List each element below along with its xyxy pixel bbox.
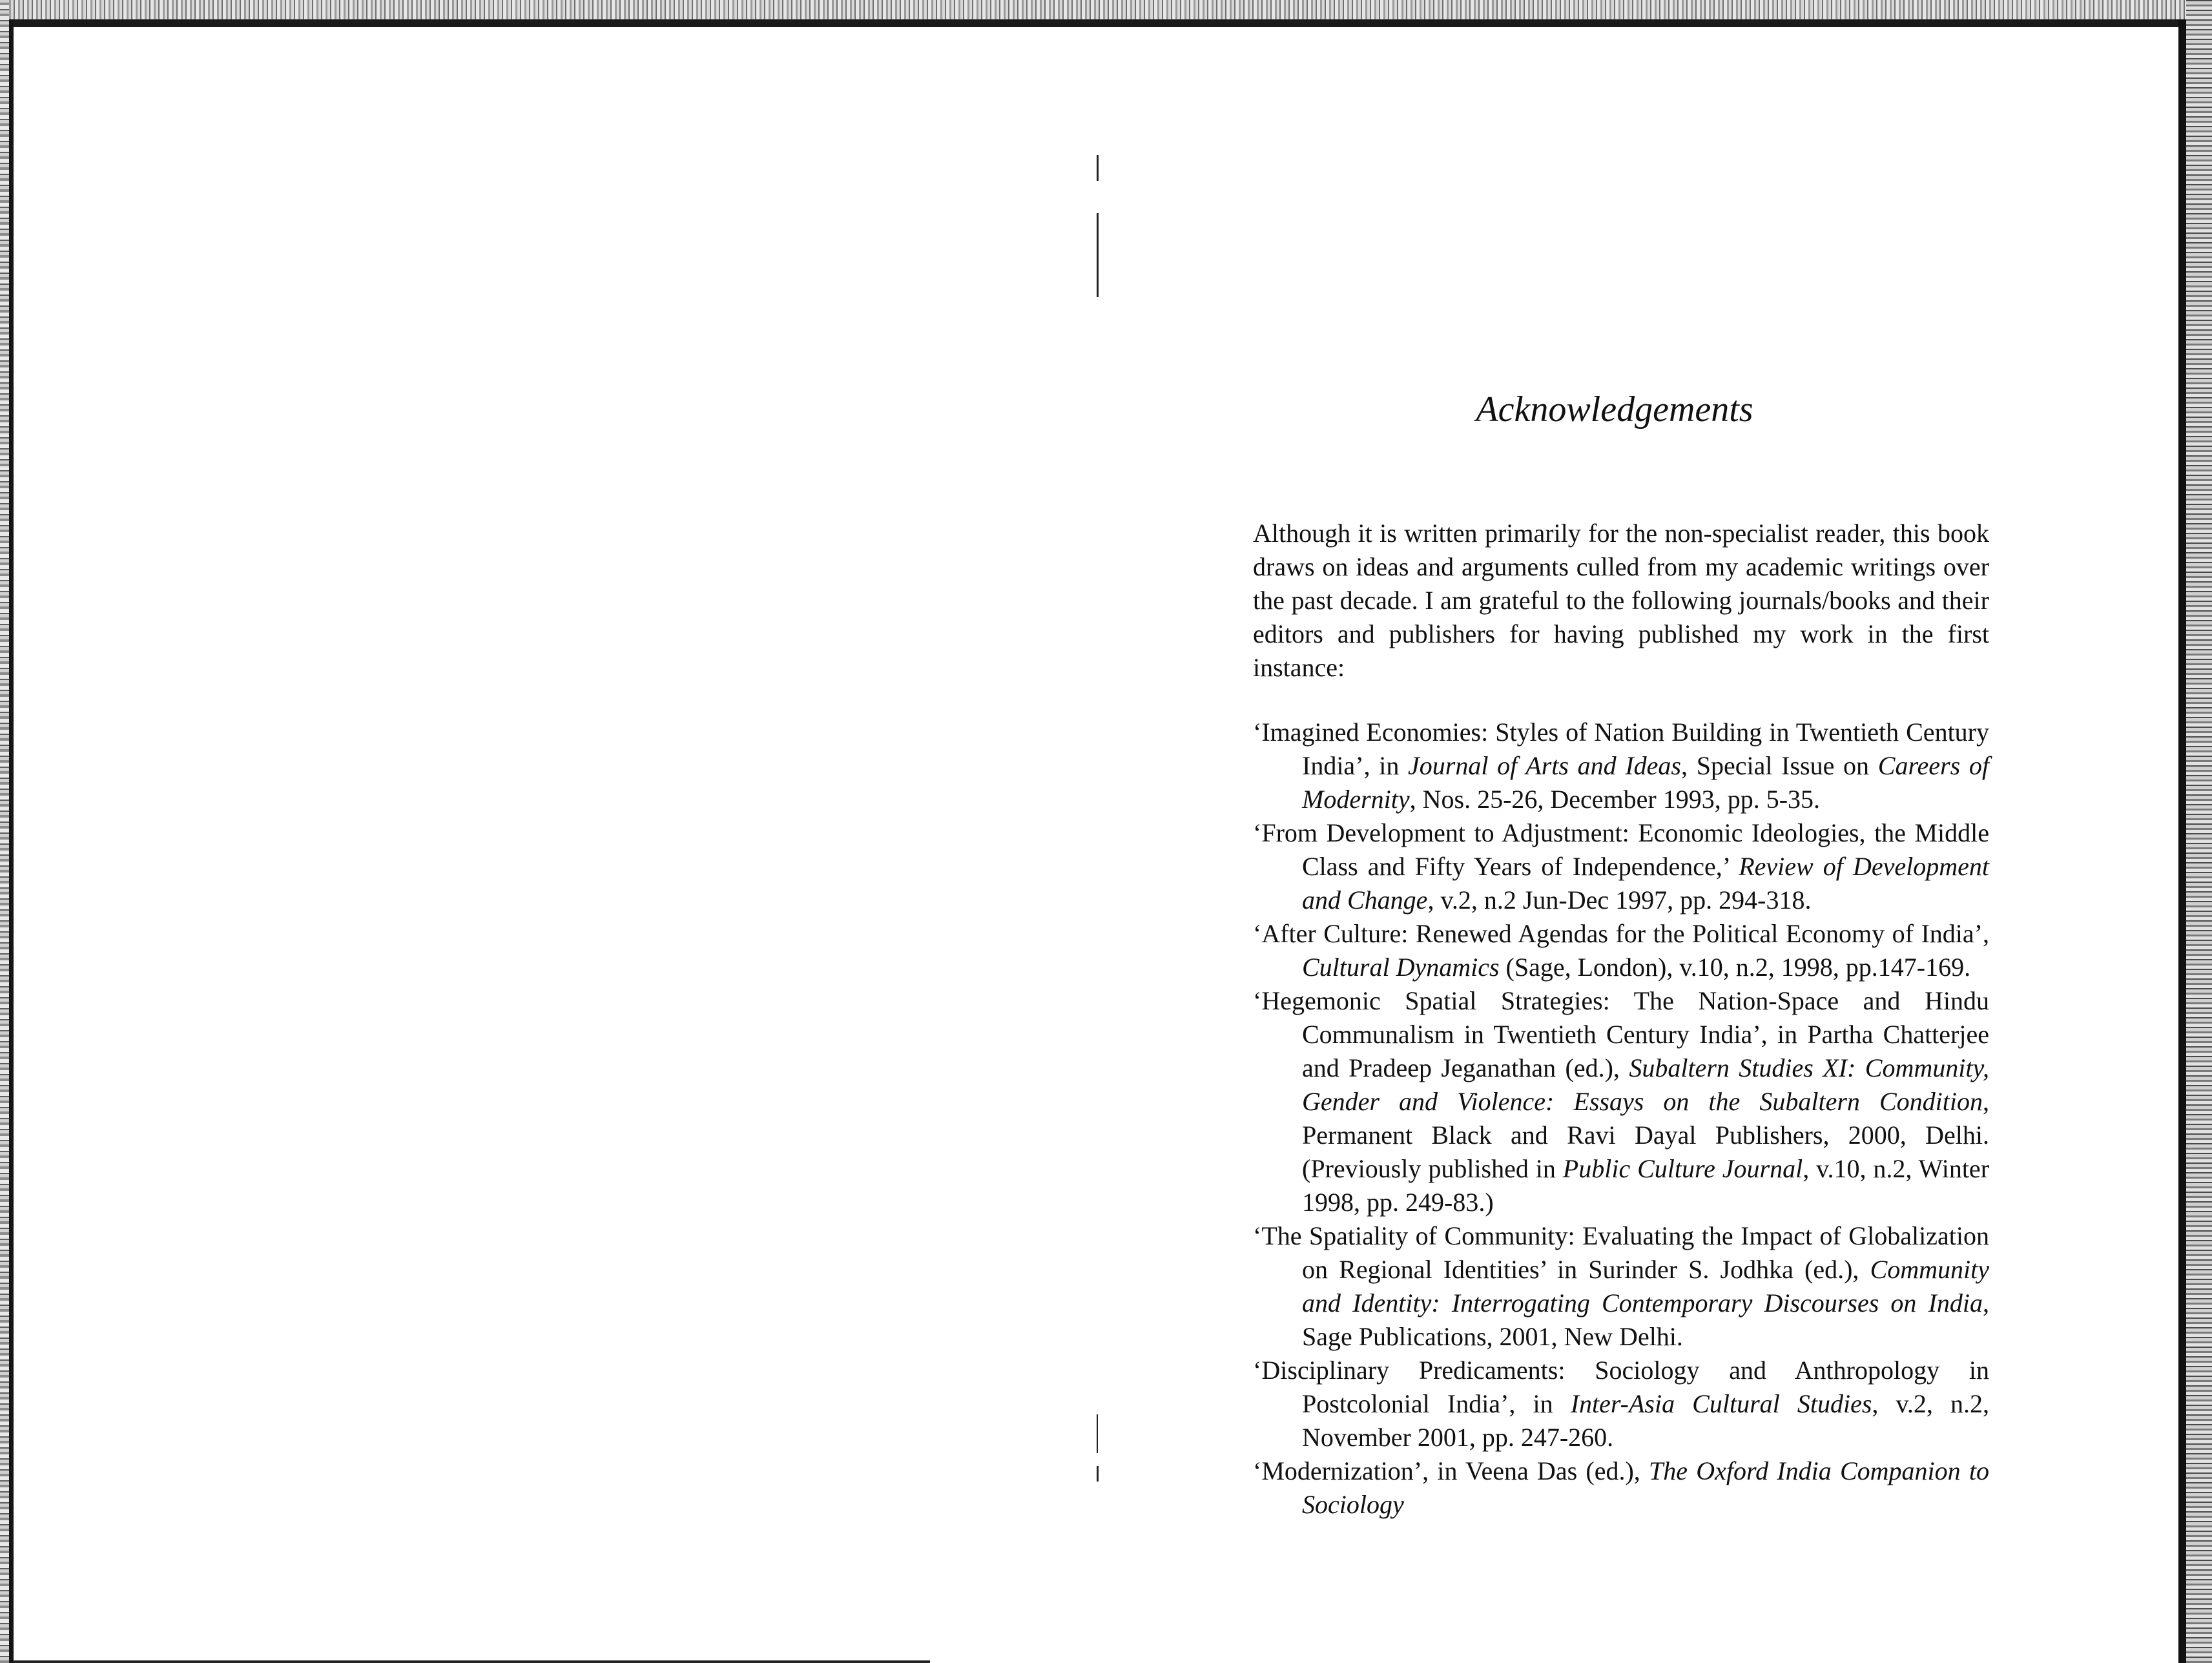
reference-item xyxy=(1253,917,1989,984)
reference-item xyxy=(1253,716,1989,816)
reference-item xyxy=(1253,1454,1989,1522)
reference-text: ‘Disciplinary Predicaments: Sociology and Anthropology in Postcolonial India’, in xyxy=(1253,1356,1989,1418)
scan-edge-top-line xyxy=(0,19,2212,27)
reference-item xyxy=(1253,1219,1989,1354)
reference-text: ‘From Development to Adjustment: Economic Ideologies, the Middle Class and Fifty Years of Independence,’ xyxy=(1253,818,1989,881)
gutter-mark xyxy=(1097,213,1099,297)
reference-item xyxy=(1253,984,1989,1219)
reference-list xyxy=(1253,716,1989,1522)
intro-paragraph: Although it is written primarily for the non-specialist reader, this book draws on ideas and arguments culled from my academic writings over the past decade. I am grateful to the following journals/books and their editors and publishers for having published my work in the first instance: xyxy=(1253,519,1989,682)
reference-title: Careers of Modernity xyxy=(1302,751,1989,814)
scan-edge-bottom-line xyxy=(13,1660,930,1663)
reference-title: Community and Identity: Interrogating Contemporary Discourses on India xyxy=(1302,1255,1989,1317)
reference-text: , v.10, n.2, Winter 1998, pp. 249-83.) xyxy=(1302,1154,1990,1217)
reference-text: (Sage, London), v.10, n.2, 1998, pp.147-169. xyxy=(1499,953,1971,982)
reference-text: ‘Imagined Economies: Styles of Nation Building in Twentieth Century India’, in xyxy=(1253,718,1989,780)
reference-title: Inter-Asia Cultural Studies xyxy=(1570,1389,1872,1418)
reference-text: ‘The Spatiality of Community: Evaluating the Impact of Globalization on Regional Identities’ in Surinder S. Jodhka (ed.), xyxy=(1253,1221,1989,1284)
reference-item xyxy=(1253,1354,1989,1454)
scan-edge-left-line xyxy=(9,19,14,1663)
gutter-mark xyxy=(1097,1466,1099,1482)
reference-title: The Oxford India Companion to Sociology xyxy=(1302,1456,1989,1519)
reference-text: , Special Issue on xyxy=(1681,751,1878,780)
reference-text: , Nos. 25-26, December 1993, pp. 5-35. xyxy=(1409,785,1821,814)
reference-text: ‘Modernization’, in Veena Das (ed.), xyxy=(1253,1456,1649,1485)
gutter-mark xyxy=(1097,1414,1098,1453)
scan-edge-right-line xyxy=(2178,19,2186,1663)
reference-text: ‘After Culture: Renewed Agendas for the Political Economy of India’, xyxy=(1253,919,1989,948)
reference-title: Review of Development and Change xyxy=(1302,852,1989,914)
reference-text: , v.2, n.2 Jun-Dec 1997, pp. 294-318. xyxy=(1427,885,1812,914)
reference-text: , v.2, n.2, November 2001, pp. 247-260. xyxy=(1302,1389,1989,1452)
reference-item xyxy=(1253,816,1989,917)
reference-title: Cultural Dynamics xyxy=(1302,953,1500,982)
reference-text: ‘Hegemonic Spatial Strategies: The Nation-Space and Hindu Communalism in Twentieth Century India’, in Partha Chatterjee and Pradeep Jeganathan (ed.), xyxy=(1253,986,1989,1082)
page-heading: Acknowledgements xyxy=(1476,389,1753,429)
gutter-mark xyxy=(1097,155,1099,181)
scan-edge-left xyxy=(0,0,9,1663)
reference-title: Public Culture Journal xyxy=(1562,1154,1803,1183)
reference-title: Journal of Arts and Ideas xyxy=(1408,751,1681,780)
scan-edge-right xyxy=(2186,0,2212,1663)
reference-text: , Permanent Black and Ravi Dayal Publishers, 2000, Delhi. (Previously published in xyxy=(1302,1087,1989,1183)
reference-text: , Sage Publications, 2001, New Delhi. xyxy=(1302,1288,1989,1351)
reference-title: Subaltern Studies XI: Community, Gender and Violence: Essays on the Subaltern Condition xyxy=(1302,1053,1989,1116)
